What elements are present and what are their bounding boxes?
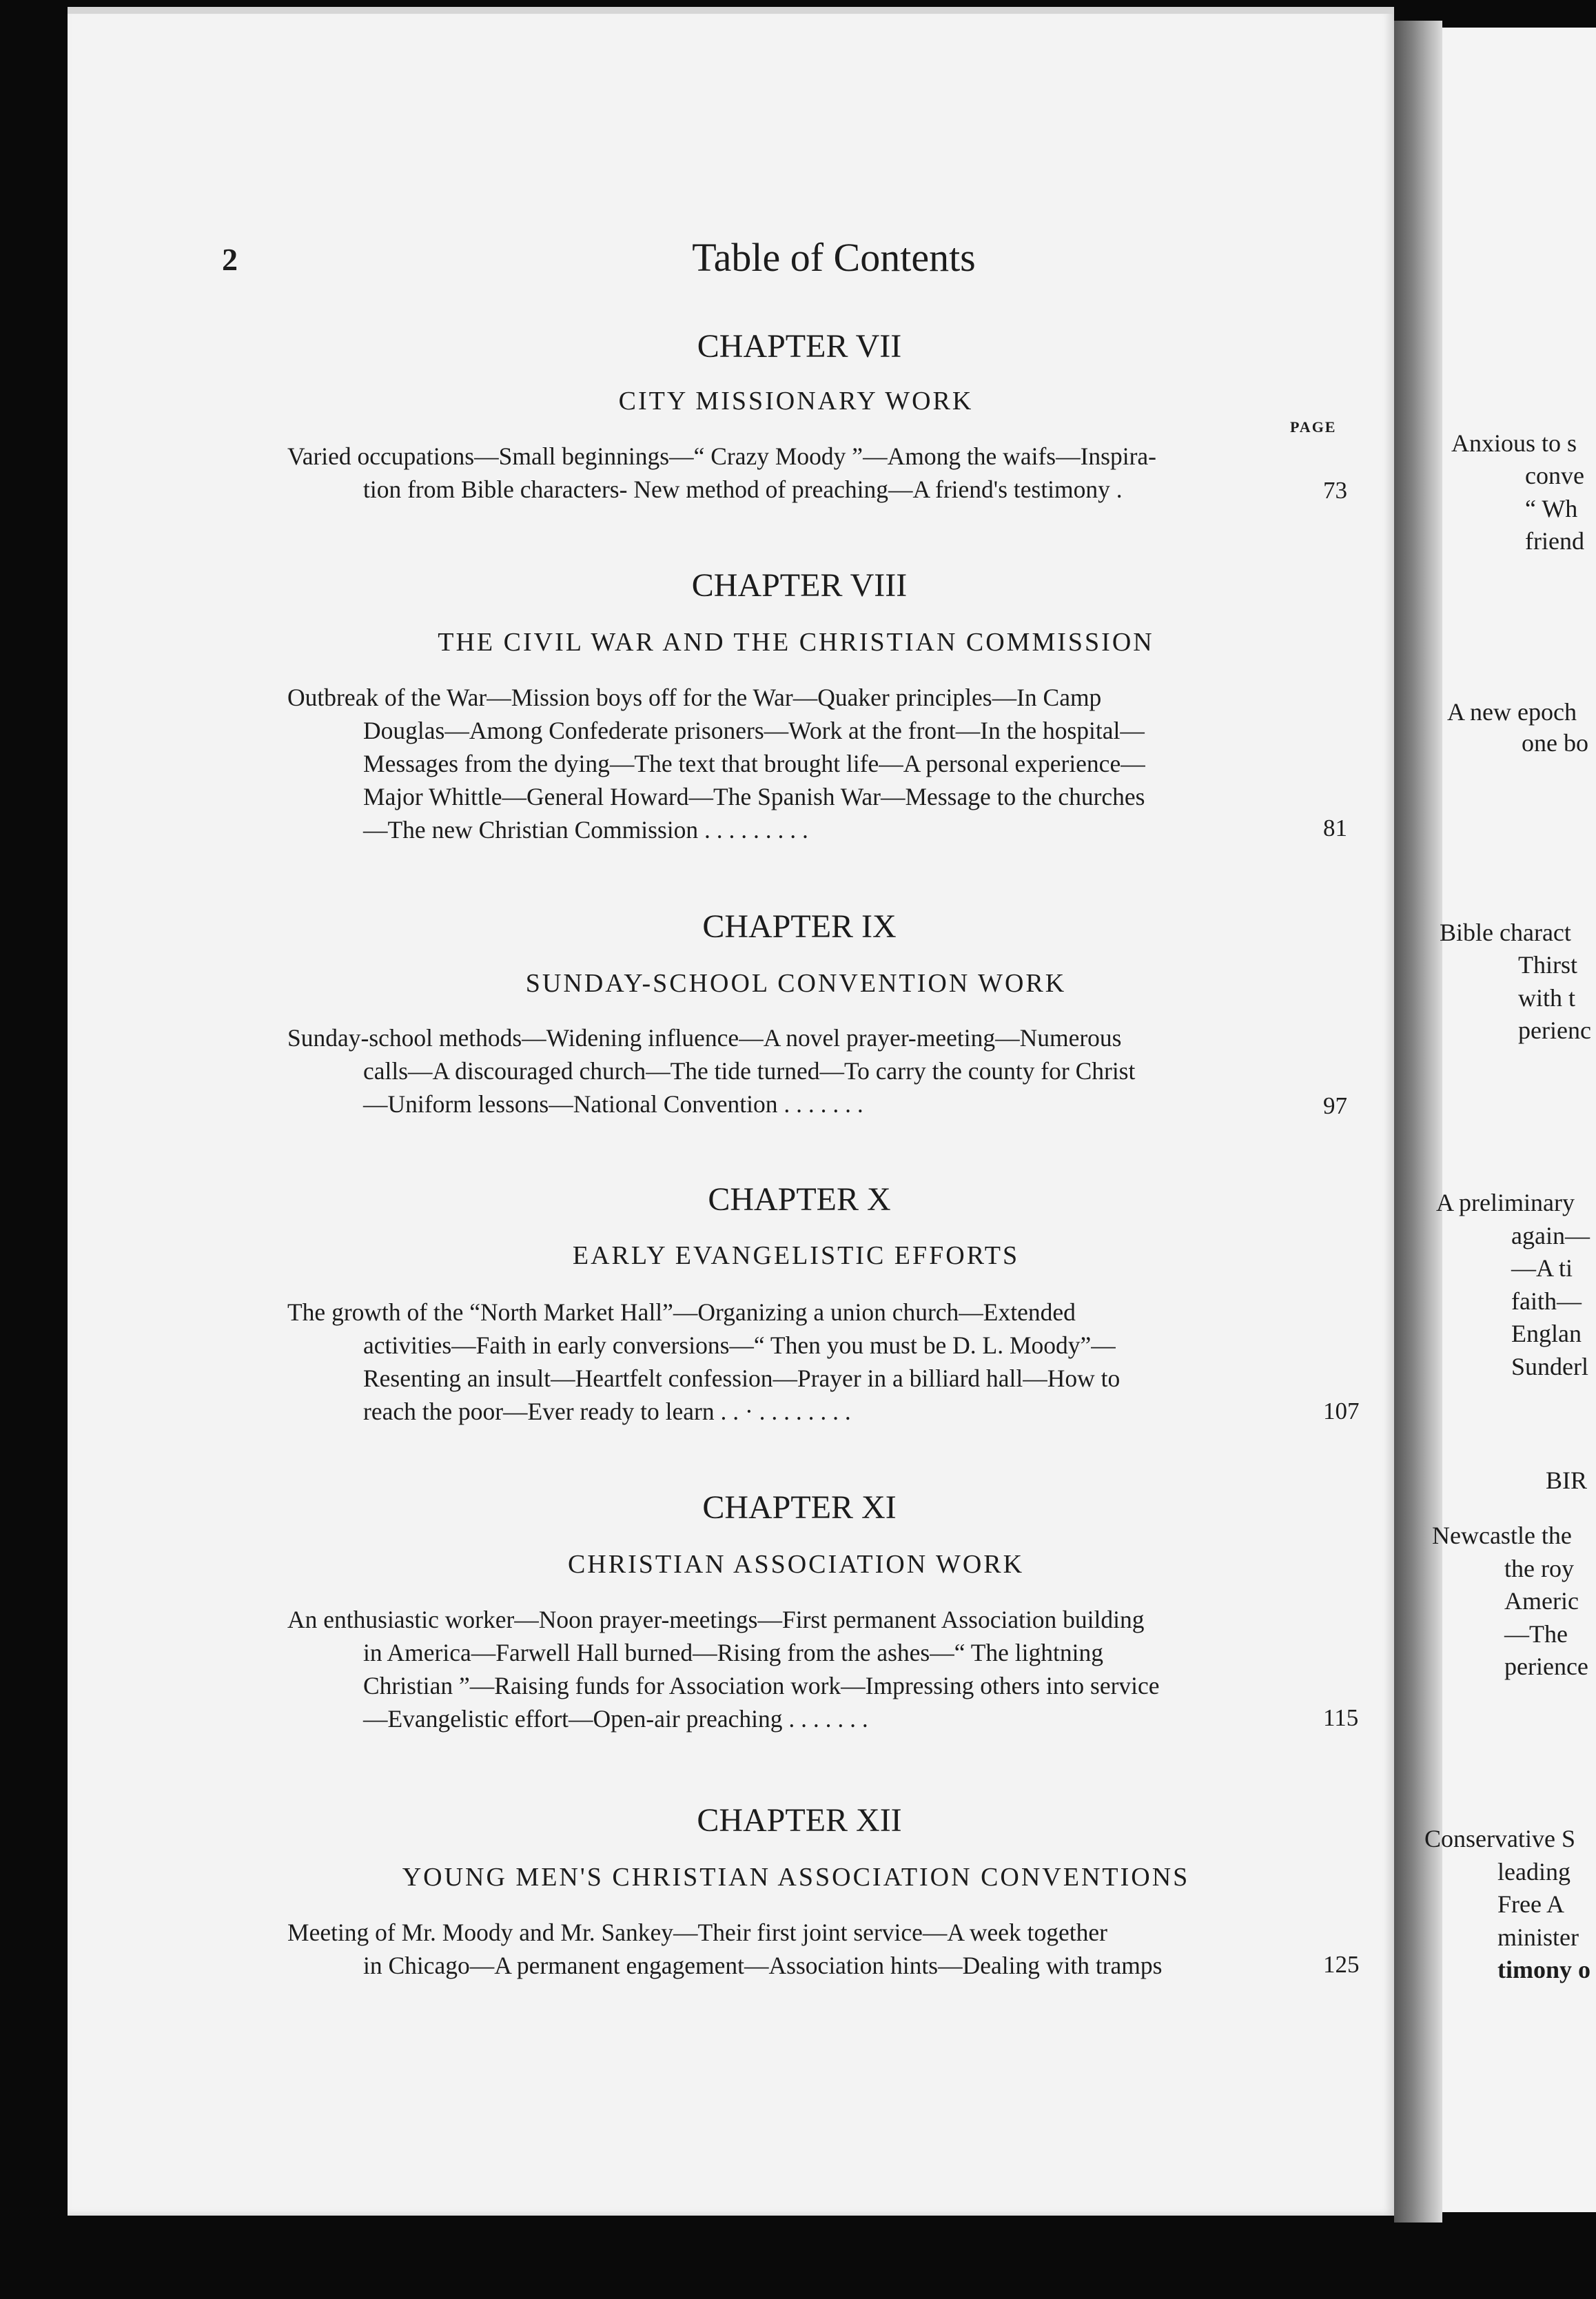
chapter-title: CHRISTIAN ASSOCIATION WORK bbox=[567, 1550, 1025, 1579]
page-reference: 125 bbox=[1323, 1951, 1360, 1978]
page-reference: 97 bbox=[1323, 1092, 1347, 1119]
summary-line: An enthusiastic worker—Noon prayer-meetings—First permanent Association building bbox=[287, 1606, 1145, 1633]
adjacent-line: —A ti bbox=[1511, 1254, 1573, 1282]
summary-line: tion from Bible characters- New method of preaching—A friend's testimony . bbox=[363, 476, 1123, 503]
adjacent-line: Anxious to s bbox=[1451, 429, 1577, 457]
adjacent-line: Bible charact bbox=[1440, 919, 1571, 946]
adjacent-line: again— bbox=[1511, 1222, 1590, 1249]
adjacent-line: perience bbox=[1504, 1653, 1588, 1680]
summary-line: Resenting an insult—Heartfelt confession—Prayer in a billiard hall—How to bbox=[363, 1365, 1121, 1392]
page-reference: 107 bbox=[1323, 1398, 1360, 1424]
chapter-title: SUNDAY-SCHOOL CONVENTION WORK bbox=[525, 969, 1067, 998]
chapter-summary bbox=[287, 1021, 1292, 1121]
chapter-summary bbox=[287, 1296, 1292, 1428]
adjacent-line: A preliminary bbox=[1436, 1189, 1575, 1216]
page-column-label: PAGE bbox=[1290, 418, 1337, 436]
summary-line: in Chicago—A permanent engagement—Association hints—Dealing with tramps bbox=[363, 1952, 1163, 1979]
adjacent-line: Americ bbox=[1504, 1587, 1579, 1615]
summary-line: Outbreak of the War—Mission boys off for the War—Quaker principles—In Camp bbox=[287, 684, 1102, 711]
chapter-summary bbox=[287, 1916, 1292, 1982]
chapter-heading: CHAPTER X bbox=[708, 1181, 891, 1218]
adjacent-line: leading bbox=[1497, 1858, 1571, 1886]
summary-line: The growth of the “North Market Hall”—Organizing a union church—Extended bbox=[287, 1298, 1076, 1326]
chapter-title: YOUNG MEN'S CHRISTIAN ASSOCIATION CONVENTIONS bbox=[402, 1863, 1190, 1892]
adjacent-line: minister bbox=[1497, 1923, 1579, 1951]
chapter-title: CITY MISSIONARY WORK bbox=[618, 387, 974, 416]
summary-line: Sunday-school methods—Widening influence—A novel prayer-meeting—Numerous bbox=[287, 1024, 1122, 1052]
summary-line: —The new Christian Commission . . . . . . . . . bbox=[363, 816, 808, 844]
adjacent-line: BIR bbox=[1546, 1467, 1588, 1494]
adjacent-line: one bo bbox=[1522, 729, 1588, 757]
chapter-summary bbox=[287, 681, 1292, 846]
summary-line: Major Whittle—General Howard—The Spanish War—Message to the churches bbox=[363, 783, 1145, 810]
summary-line: —Uniform lessons—National Convention . . . . . . . bbox=[363, 1090, 863, 1118]
page-top-edge bbox=[68, 7, 1394, 14]
adjacent-line: “ Wh bbox=[1525, 495, 1578, 522]
adjacent-line: timony o bbox=[1497, 1956, 1590, 1983]
chapter-title: THE CIVIL WAR AND THE CHRISTIAN COMMISSION bbox=[438, 628, 1154, 657]
page-reference: 115 bbox=[1323, 1704, 1359, 1731]
adjacent-line: faith— bbox=[1511, 1287, 1582, 1315]
adjacent-line: —The bbox=[1504, 1620, 1568, 1648]
chapter-heading: CHAPTER VIII bbox=[691, 567, 908, 604]
page-reference: 73 bbox=[1323, 477, 1347, 504]
summary-line: Meeting of Mr. Moody and Mr. Sankey—Their first joint service—A week together bbox=[287, 1919, 1107, 1946]
adjacent-page bbox=[1424, 28, 1596, 2212]
summary-line: calls—A discouraged church—The tide turned—To carry the county for Christ bbox=[363, 1057, 1136, 1085]
summary-line: in America—Farwell Hall burned—Rising from the ashes—“ The lightning bbox=[363, 1639, 1103, 1666]
adjacent-line: Newcastle the bbox=[1432, 1522, 1572, 1549]
chapter-summary bbox=[287, 440, 1292, 506]
chapter-heading: CHAPTER VII bbox=[697, 328, 902, 365]
chapter-heading: CHAPTER IX bbox=[702, 908, 897, 945]
chapter-summary bbox=[287, 1603, 1292, 1735]
summary-line: —Evangelistic effort—Open-air preaching . . . . . . . bbox=[363, 1705, 868, 1733]
chapter-title: EARLY EVANGELISTIC EFFORTS bbox=[572, 1241, 1020, 1270]
summary-line: activities—Faith in early conversions—“ Then you must be D. L. Moody”— bbox=[363, 1331, 1116, 1359]
summary-line: reach the poor—Ever ready to learn . . · . . . . . . . . bbox=[363, 1398, 851, 1425]
adjacent-line: Sunderl bbox=[1511, 1353, 1588, 1380]
running-title: Table of Contents bbox=[692, 235, 976, 280]
summary-line: Douglas—Among Confederate prisoners—Work at the front—In the hospital— bbox=[363, 717, 1145, 744]
summary-line: Messages from the dying—The text that brought life—A personal experience— bbox=[363, 750, 1145, 777]
adjacent-line: conve bbox=[1525, 462, 1584, 489]
adjacent-line: with t bbox=[1518, 984, 1576, 1012]
page-number: 2 bbox=[222, 242, 238, 277]
adjacent-line: Free A bbox=[1497, 1890, 1564, 1918]
adjacent-line: A new epoch bbox=[1447, 698, 1577, 726]
page-reference: 81 bbox=[1323, 815, 1347, 841]
adjacent-line: Thirst bbox=[1518, 951, 1577, 979]
adjacent-line: perienc bbox=[1518, 1016, 1591, 1044]
adjacent-line: friend bbox=[1525, 527, 1584, 555]
book-gutter bbox=[1394, 21, 1442, 2223]
chapter-heading: CHAPTER XII bbox=[697, 1802, 902, 1839]
adjacent-line: Conservative S bbox=[1424, 1825, 1575, 1852]
summary-line: Christian ”—Raising funds for Association work—Impressing others into service bbox=[363, 1672, 1160, 1699]
summary-line: Varied occupations—Small beginnings—“ Crazy Moody ”—Among the waifs—Inspira- bbox=[287, 442, 1156, 470]
adjacent-line: the roy bbox=[1504, 1555, 1574, 1582]
chapter-heading: CHAPTER XI bbox=[702, 1489, 897, 1526]
adjacent-line: Englan bbox=[1511, 1320, 1582, 1347]
